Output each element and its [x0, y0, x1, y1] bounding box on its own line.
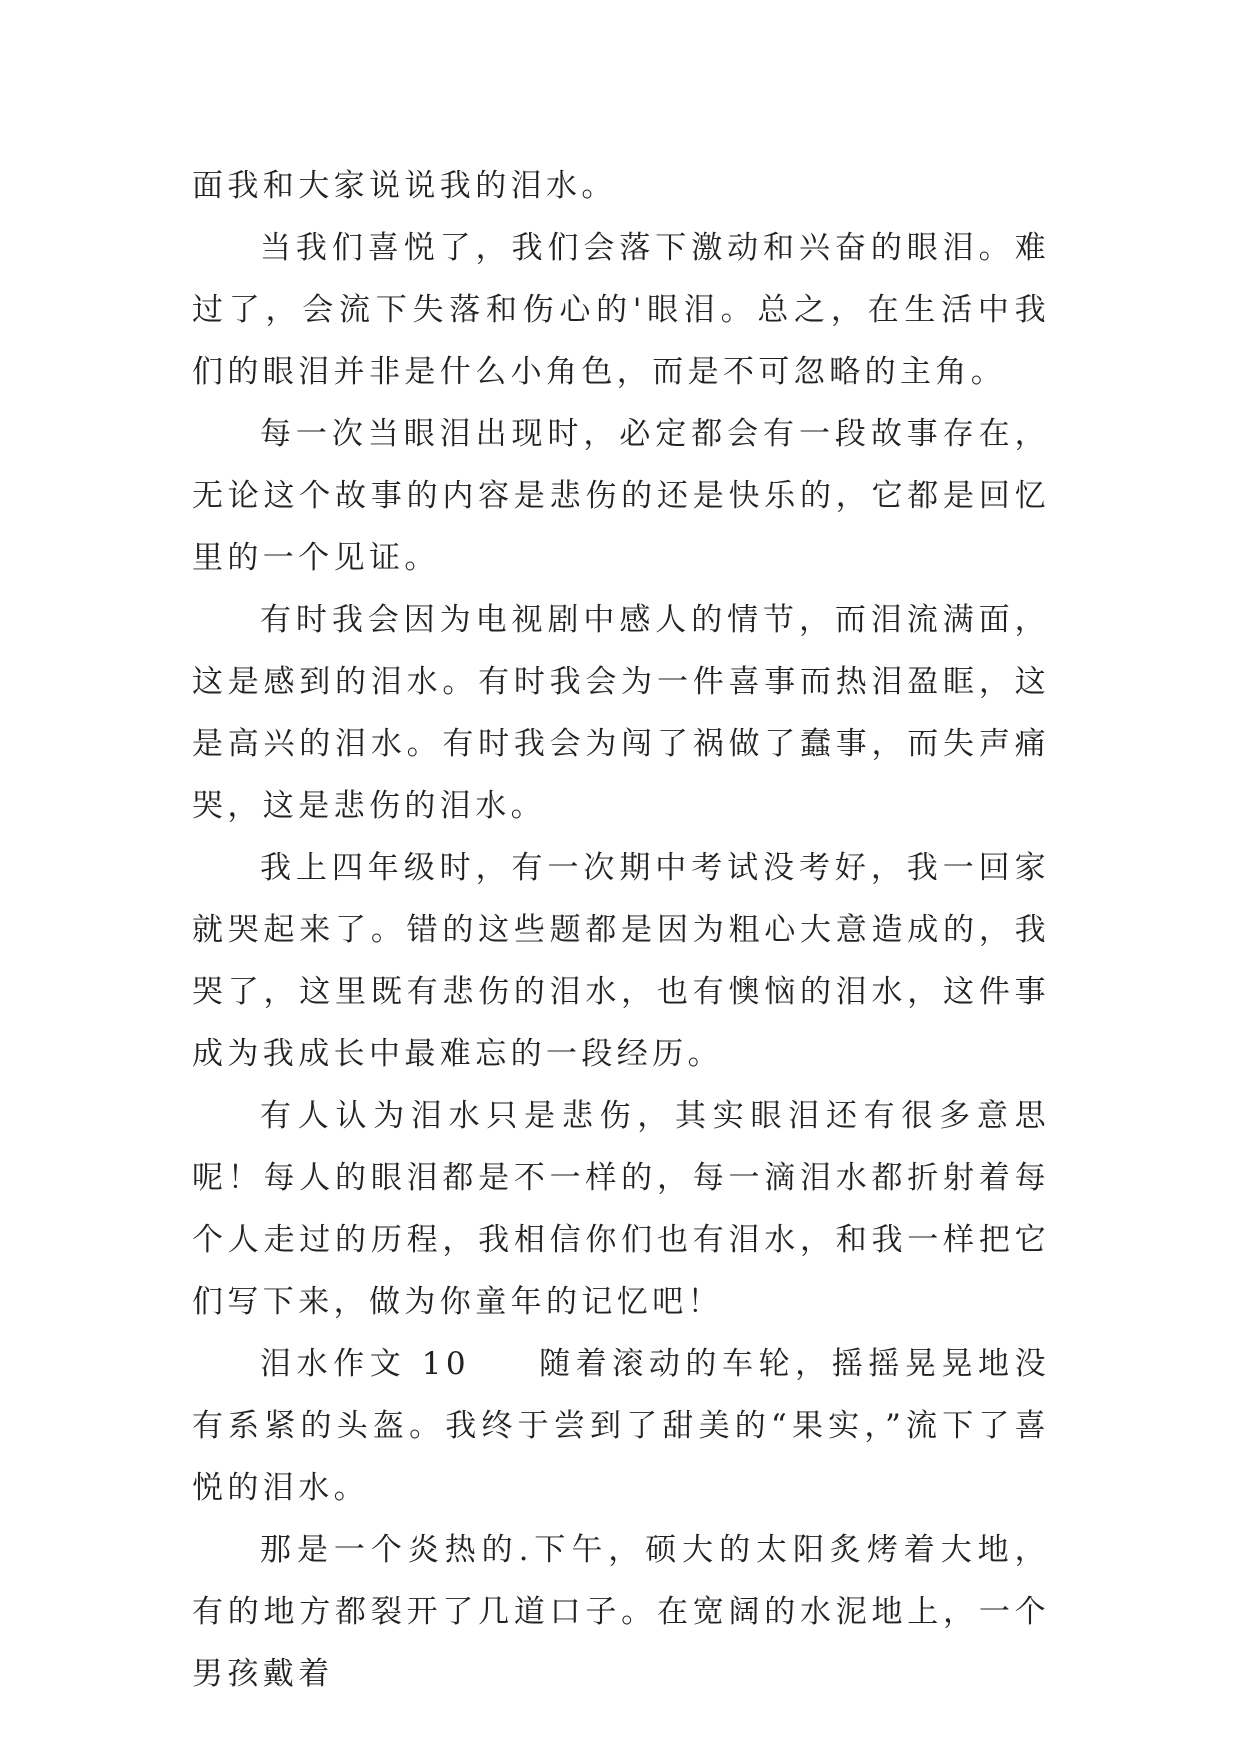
paragraph-5: 我上四年级时，有一次期中考试没考好，我一回家就哭起来了。错的这些题都是因为粗心大意造成的，我哭了，这里既有悲伤的泪水，也有懊恼的泪水，这件事成为我成长中最难忘的一段经历。	[192, 850, 1050, 1072]
document-page	[192, 155, 1050, 1705]
paragraph-1: 面我和大家说说我的泪水。	[192, 168, 617, 204]
essay-opening-paragraph	[192, 1333, 1050, 1519]
paragraph-3: 每一次当眼泪出现时，必定都会有一段故事存在，无论这个故事的内容是悲伤的还是快乐的，它都是回忆里的一个见证。	[192, 416, 1050, 576]
paragraph-2: 当我们喜悦了，我们会落下激动和兴奋的眼泪。难过了，会流下失落和伤心的'眼泪。总之，在生活中我们的眼泪并非是什么小角色，而是不可忽略的主角。	[192, 230, 1050, 390]
paragraph-6: 有人认为泪水只是悲伤，其实眼泪还有很多意思呢！每人的眼泪都是不一样的，每一滴泪水都折射着每个人走过的历程，我相信你们也有泪水，和我一样把它们写下来，做为你童年的记忆吧！	[192, 1098, 1050, 1320]
paragraph-last: 那是一个炎热的.下午，硕大的太阳炙烤着大地，有的地方都裂开了几道口子。在宽阔的水泥地上，一个男孩戴着	[192, 1532, 1050, 1692]
essay-title: 泪水作文 10	[260, 1346, 470, 1382]
essay-first-paragraph: 随着滚动的车轮，摇摇晃晃地没有系紧的头盔。我终于尝到了甜美的“果实，”流下了喜悦的泪水。	[192, 1346, 1050, 1506]
paragraph-4: 有时我会因为电视剧中感人的情节，而泪流满面，这是感到的泪水。有时我会为一件喜事而热泪盈眶，这是高兴的泪水。有时我会为闯了祸做了蠢事，而失声痛哭，这是悲伤的泪水。	[192, 602, 1050, 824]
